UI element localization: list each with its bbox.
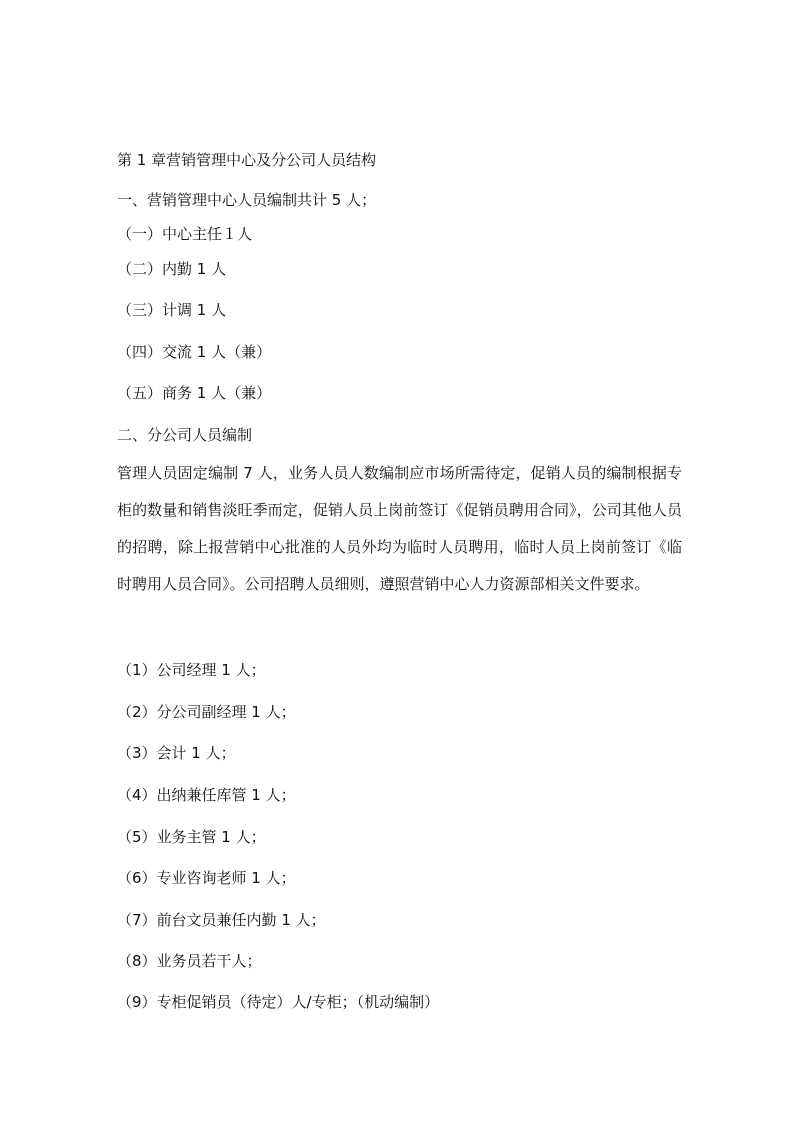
section1-item: （二）内勤 1 人: [117, 260, 227, 278]
section2-item: （5）业务主管 1 人；: [117, 828, 266, 846]
chapter-title: 第 1 章营销管理中心及分公司人员结构: [117, 151, 377, 169]
section1-item: （三）计调 1 人: [117, 301, 227, 319]
section1-item: （一）中心主任１人: [117, 225, 253, 243]
section2-item: （3）会计 1 人；: [117, 744, 236, 762]
section2-item: （9）专柜促销员（待定）人/专柜；（机动编制）: [117, 993, 440, 1011]
section1-heading: 一、营销管理中心人员编制共计 5 人；: [117, 191, 377, 209]
section1-item: （四）交流 1 人（兼）: [117, 343, 272, 361]
section2-paragraph: 管理人员固定编制 7 人，业务人员人数编制应市场所需待定，促销人员的编制根据专柜的数量和销售淡旺季而定，促销人员上岗前签订《促销员聘用合同》，公司其他人员的招聘，除上报营销中心批准的人员外均为临时人员聘用，临时人员上岗前签订《临时聘用人员合同》。公司招聘人员细则，遵照营销中心人力资源部相关文件要求。: [117, 464, 682, 593]
section2-item: （1）公司经理 1 人；: [117, 661, 266, 679]
section2-heading: 二、分公司人员编制: [117, 426, 253, 444]
section2-item: （7）前台文员兼任内勤 1 人；: [117, 911, 326, 929]
section1-item: （五）商务 1 人（兼）: [117, 384, 272, 402]
section2-item: （6）专业咨询老师 1 人；: [117, 869, 296, 887]
section2-item: （8）业务员若干人；: [117, 952, 262, 970]
section2-item: （2）分公司副经理 1 人；: [117, 703, 296, 721]
section2-item: （4）出纳兼任库管 1 人；: [117, 786, 296, 804]
